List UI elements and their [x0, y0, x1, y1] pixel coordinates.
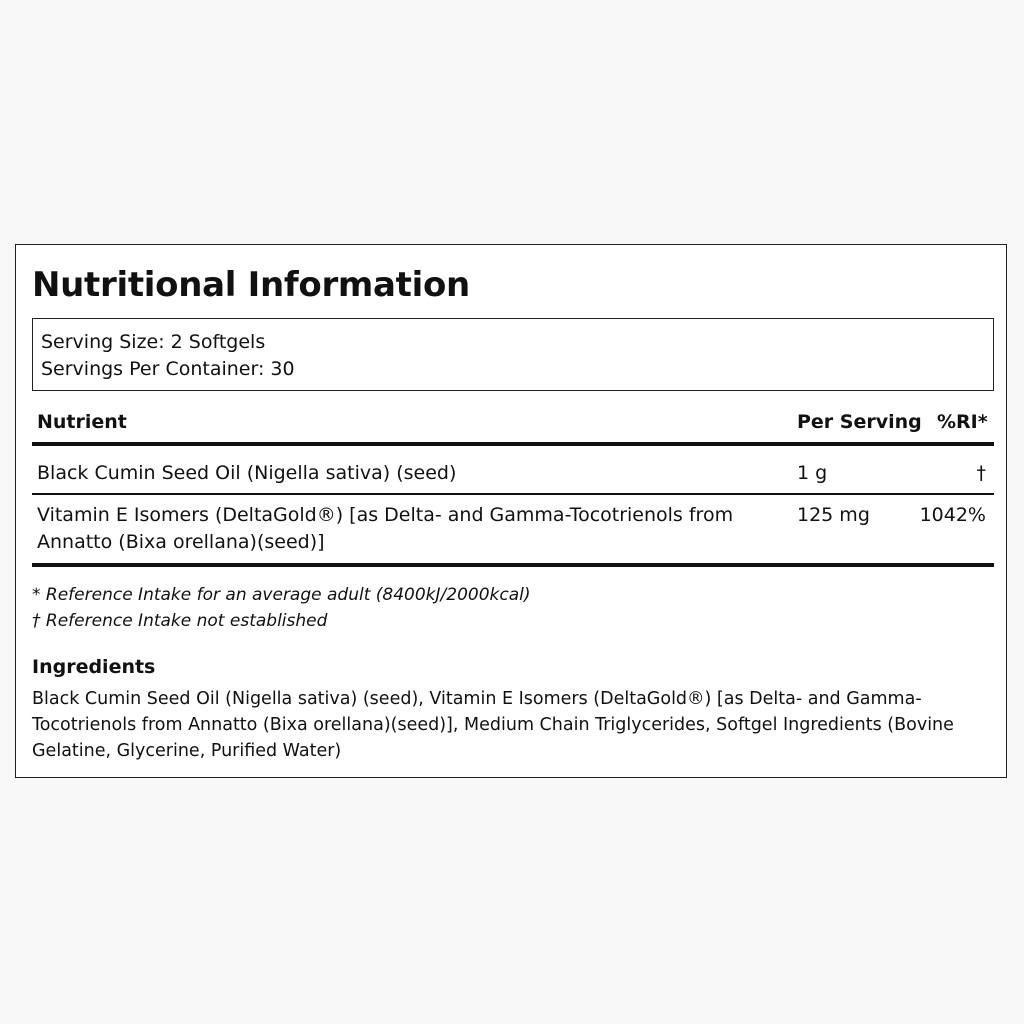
- row-2-per-serving: 125 mg: [797, 504, 870, 526]
- table-bottom-rule: [32, 563, 994, 567]
- serving-info-box: [32, 318, 994, 391]
- nutrition-panel: [15, 244, 1007, 778]
- footnote-reference-intake: * Reference Intake for an average adult (8400kJ/2000kcal): [32, 585, 531, 605]
- row-2-nutrient-line2: Annatto (Bixa orellana)(seed)]: [37, 531, 325, 553]
- row-1-per-serving: 1 g: [797, 462, 828, 484]
- row-divider: [32, 493, 994, 495]
- servings-per-container: Servings Per Container: 30: [41, 358, 295, 380]
- row-2-ri: 1042%: [919, 504, 986, 526]
- row-2-nutrient-line1: Vitamin E Isomers (DeltaGold®) [as Delta- and Gamma-Tocotrienols from: [37, 504, 734, 526]
- header-per-serving: Per Serving: [797, 411, 922, 433]
- ingredients-title: Ingredients: [32, 656, 156, 678]
- header-rule: [32, 442, 994, 446]
- row-1-ri: †: [976, 462, 986, 484]
- header-ri: %RI*: [937, 411, 988, 433]
- page-title: Nutritional Information: [32, 265, 470, 305]
- serving-size: Serving Size: 2 Softgels: [41, 331, 266, 353]
- row-1-nutrient: Black Cumin Seed Oil (Nigella sativa) (seed): [37, 462, 457, 484]
- ingredients-text: Black Cumin Seed Oil (Nigella sativa) (seed), Vitamin E Isomers (DeltaGold®) [as Delta- and Gamma-Tocotrienols from Annatto (Bixa orellana)(seed)], Medium Chain Triglycerides, Softgel Ingredients (Bovine Gelatine, Glycerine, Purified Water): [32, 689, 954, 761]
- header-nutrient: Nutrient: [37, 411, 127, 433]
- footnote-not-established: † Reference Intake not established: [32, 611, 328, 631]
